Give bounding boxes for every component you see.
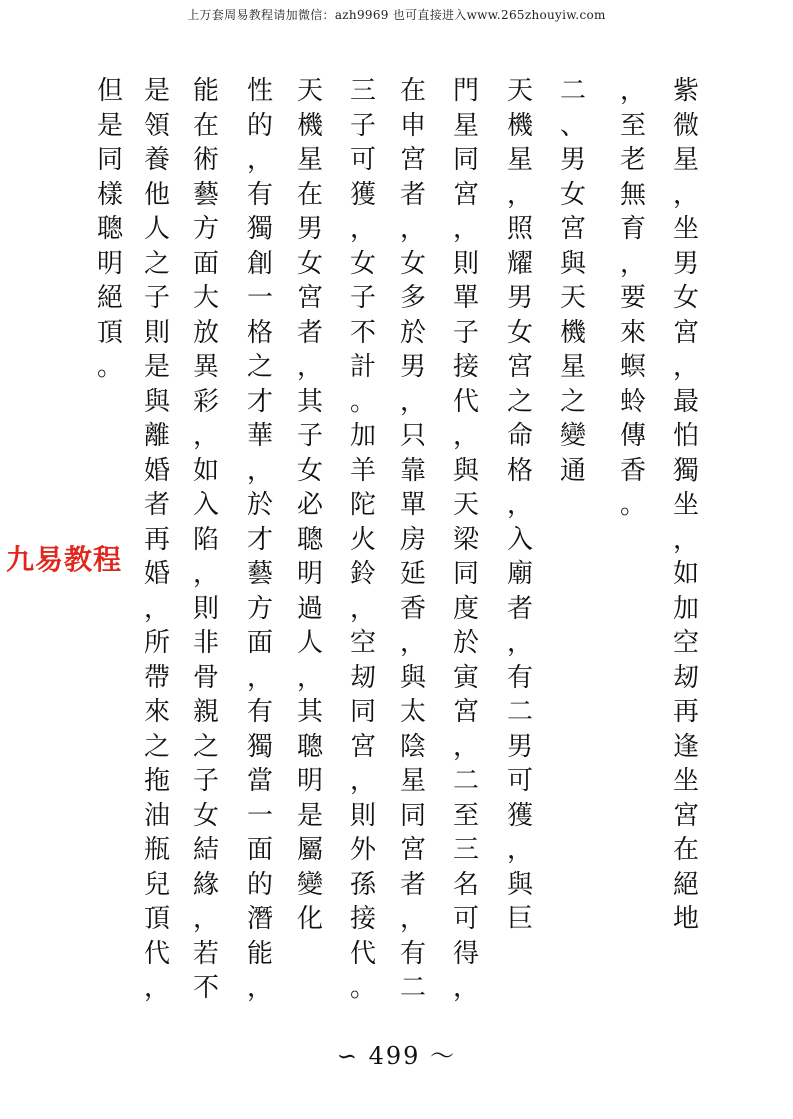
- text-char: 聰: [296, 524, 323, 555]
- text-char: 一: [246, 800, 273, 831]
- text-char: 巨: [506, 904, 533, 934]
- text-char: 過: [296, 593, 323, 624]
- text-char: ，: [399, 904, 426, 934]
- text-char: ，: [192, 904, 219, 934]
- text-char: 逢: [672, 731, 699, 762]
- text-char: 是: [296, 800, 323, 831]
- text-char: ，: [619, 248, 646, 279]
- text-char: 骨: [192, 662, 219, 693]
- text-char: ，: [452, 421, 479, 451]
- text-char: 不: [349, 317, 376, 348]
- text-char: 火: [349, 524, 376, 555]
- text-char: 面: [246, 835, 273, 865]
- text-char: 婚: [143, 455, 170, 486]
- text-char: 離: [143, 421, 170, 451]
- text-char: 絕: [96, 283, 123, 313]
- text-char: 之: [506, 386, 533, 417]
- text-char: 才: [246, 524, 273, 555]
- text-char: 來: [619, 317, 646, 348]
- text-char: 同: [349, 697, 376, 727]
- text-char: 方: [192, 214, 219, 244]
- text-char: 二: [399, 973, 426, 1003]
- text-char: 坐: [672, 490, 699, 520]
- text-char: 寅: [452, 662, 479, 693]
- text-char: 宮: [672, 800, 699, 831]
- text-char: 之: [143, 731, 170, 762]
- text-char: 女: [559, 179, 586, 210]
- text-char: 宮: [349, 731, 376, 762]
- text-char: 羊: [349, 455, 376, 486]
- text-char: 之: [192, 731, 219, 762]
- text-char: 女: [672, 283, 699, 313]
- text-char: 紫: [672, 76, 699, 106]
- text-char: 者: [399, 869, 426, 900]
- text-char: 則: [143, 317, 170, 348]
- text-char: 地: [672, 904, 699, 934]
- text-char: 廟: [506, 559, 533, 589]
- text-char: 男: [506, 731, 533, 762]
- text-char: ，: [452, 731, 479, 762]
- text-char: 再: [143, 524, 170, 555]
- brand-logo: 九易教程: [6, 543, 123, 576]
- text-char: 則: [452, 248, 479, 279]
- text-char: 刼: [349, 662, 376, 693]
- text-char: 怕: [672, 421, 699, 451]
- text-char: 人: [296, 628, 323, 658]
- text-char: 宮: [452, 179, 479, 210]
- text-char: 獲: [506, 800, 533, 831]
- text-char: 可: [506, 766, 533, 796]
- text-char: 與: [559, 248, 586, 279]
- text-char: 機: [296, 110, 323, 141]
- text-char: 同: [96, 145, 123, 175]
- text-char: 。: [349, 386, 376, 417]
- text-char: 頂: [143, 904, 170, 934]
- text-char: 在: [296, 179, 323, 210]
- text-char: 於: [246, 490, 273, 520]
- text-char: 陰: [399, 731, 426, 762]
- text-char: 的: [246, 110, 273, 141]
- text-char: 梁: [452, 524, 479, 555]
- text-char: 星: [452, 110, 479, 141]
- text-char: ，: [506, 179, 533, 210]
- text-char: 門: [452, 76, 479, 106]
- text-char: 非: [192, 628, 219, 658]
- text-char: ，: [349, 214, 376, 244]
- text-char: ，: [143, 593, 170, 624]
- text-char: 潛: [246, 904, 273, 934]
- text-char: 來: [143, 697, 170, 727]
- text-char: 女: [296, 248, 323, 279]
- text-char: 代: [143, 938, 170, 969]
- text-char: 機: [506, 110, 533, 141]
- text-char: 香: [399, 593, 426, 624]
- text-char: ，: [349, 593, 376, 624]
- text-char: 男: [506, 283, 533, 313]
- text-char: 明: [96, 248, 123, 279]
- text-char: 接: [452, 352, 479, 382]
- text-char: 化: [296, 904, 323, 934]
- text-char: 聰: [96, 214, 123, 244]
- text-char: 申: [399, 110, 426, 141]
- text-char: 屬: [296, 835, 323, 865]
- text-char: 宮: [506, 352, 533, 382]
- text-char: 彩: [192, 386, 219, 417]
- text-char: 要: [619, 283, 646, 313]
- text-char: 變: [296, 869, 323, 900]
- text-char: ，: [452, 214, 479, 244]
- text-char: 空: [349, 628, 376, 658]
- text-char: 加: [672, 593, 699, 624]
- text-char: 大: [192, 283, 219, 313]
- text-char: 頂: [96, 317, 123, 348]
- text-char: 異: [192, 352, 219, 382]
- text-char: 二: [452, 766, 479, 796]
- text-char: 命: [506, 421, 533, 451]
- text-char: 通: [559, 455, 586, 486]
- text-char: 男: [399, 352, 426, 382]
- text-char: ，: [506, 490, 533, 520]
- text-char: 者: [296, 317, 323, 348]
- text-char: 不: [192, 973, 219, 1003]
- text-char: 獨: [672, 455, 699, 486]
- text-char: ，: [192, 559, 219, 589]
- text-char: 二: [559, 76, 586, 106]
- text-char: 同: [452, 145, 479, 175]
- text-char: 與: [399, 662, 426, 693]
- text-char: ，: [452, 973, 479, 1003]
- text-char: 只: [399, 421, 426, 451]
- text-char: 房: [399, 524, 426, 555]
- text-column: [137, 74, 177, 1006]
- text-char: 當: [246, 766, 273, 796]
- text-char: 。: [619, 490, 646, 520]
- text-char: 是: [143, 76, 170, 106]
- text-char: 三: [349, 76, 376, 106]
- text-char: 格: [506, 455, 533, 486]
- text-char: 單: [399, 490, 426, 520]
- text-char: 一: [246, 283, 273, 313]
- text-column: [393, 74, 433, 1006]
- text-char: 外: [349, 835, 376, 865]
- text-char: 子: [452, 317, 479, 348]
- text-char: 在: [399, 76, 426, 106]
- text-char: ，: [296, 352, 323, 382]
- text-char: 與: [452, 455, 479, 486]
- text-char: ，: [672, 352, 699, 382]
- text-char: 緣: [192, 869, 219, 900]
- text-char: 有: [506, 662, 533, 693]
- text-char: 星: [296, 145, 323, 175]
- text-char: 再: [672, 697, 699, 727]
- text-char: 者: [506, 593, 533, 624]
- text-char: 於: [399, 317, 426, 348]
- text-column: [446, 74, 486, 1006]
- text-char: ，: [672, 179, 699, 210]
- text-char: ，: [619, 76, 646, 106]
- text-char: 坐: [672, 766, 699, 796]
- text-char: 面: [192, 248, 219, 279]
- text-char: ，: [506, 628, 533, 658]
- text-char: 機: [559, 317, 586, 348]
- text-char: 鈴: [349, 559, 376, 589]
- text-char: 子: [349, 283, 376, 313]
- text-char: 同: [399, 800, 426, 831]
- text-char: 有: [399, 938, 426, 969]
- text-char: 結: [192, 835, 219, 865]
- page-number: ∽ 499 ～: [336, 1042, 457, 1070]
- text-char: 者: [399, 179, 426, 210]
- text-char: 二: [506, 697, 533, 727]
- text-char: ，: [399, 628, 426, 658]
- text-char: 藝: [246, 559, 273, 589]
- text-char: 傳: [619, 421, 646, 451]
- text-char: ，: [296, 662, 323, 693]
- text-column: [240, 74, 280, 1006]
- text-char: ，: [506, 835, 533, 865]
- text-char: 天: [506, 76, 533, 106]
- text-char: 他: [143, 179, 170, 210]
- text-char: 樣: [96, 179, 123, 210]
- text-char: 油: [143, 800, 170, 831]
- text-char: 領: [143, 110, 170, 141]
- text-char: 蛉: [619, 386, 646, 417]
- text-char: 養: [143, 145, 170, 175]
- text-column: [553, 74, 593, 488]
- text-char: 坐: [672, 214, 699, 244]
- text-char: 華: [246, 421, 273, 451]
- text-char: 陷: [192, 524, 219, 555]
- text-char: 接: [349, 904, 376, 934]
- text-char: 創: [246, 248, 273, 279]
- text-char: 宮: [399, 835, 426, 865]
- text-char: 女: [296, 455, 323, 486]
- text-char: 所: [143, 628, 170, 658]
- text-char: 子: [143, 283, 170, 313]
- text-char: 聰: [296, 731, 323, 762]
- text-char: 必: [296, 490, 323, 520]
- text-char: 與: [143, 386, 170, 417]
- text-char: 星: [399, 766, 426, 796]
- text-char: 空: [672, 628, 699, 658]
- text-char: ，: [246, 662, 273, 693]
- text-char: 宮: [559, 214, 586, 244]
- text-char: 獨: [246, 731, 273, 762]
- text-char: 單: [452, 283, 479, 313]
- text-char: 能: [192, 76, 219, 106]
- text-char: 之: [143, 248, 170, 279]
- text-char: 其: [296, 386, 323, 417]
- text-char: 獨: [246, 214, 273, 244]
- text-char: 星: [506, 145, 533, 175]
- text-column: [613, 74, 653, 523]
- text-char: 能: [246, 938, 273, 969]
- text-char: 是: [143, 352, 170, 382]
- text-char: 宮: [672, 317, 699, 348]
- text-char: 親: [192, 697, 219, 727]
- text-char: 微: [672, 110, 699, 141]
- text-char: 宮: [399, 145, 426, 175]
- text-char: 若: [192, 938, 219, 969]
- text-char: 放: [192, 317, 219, 348]
- text-char: ，: [672, 524, 699, 555]
- text-char: 育: [619, 214, 646, 244]
- text-column: [290, 74, 330, 937]
- text-char: 之: [559, 386, 586, 417]
- text-char: ，: [246, 145, 273, 175]
- text-char: 在: [672, 835, 699, 865]
- text-char: 兒: [143, 869, 170, 900]
- text-char: 加: [349, 421, 376, 451]
- text-char: 同: [452, 559, 479, 589]
- text-char: 者: [143, 490, 170, 520]
- text-char: 螟: [619, 352, 646, 382]
- text-column: [666, 74, 706, 937]
- text-char: 天: [296, 76, 323, 106]
- text-char: 、: [559, 110, 586, 141]
- text-char: 星: [559, 352, 586, 382]
- text-char: 陀: [349, 490, 376, 520]
- text-char: 子: [192, 766, 219, 796]
- text-char: 計: [349, 352, 376, 382]
- text-char: 則: [349, 800, 376, 831]
- text-column: [186, 74, 226, 1006]
- text-char: 面: [246, 628, 273, 658]
- text-char: 。: [349, 973, 376, 1003]
- text-char: 如: [672, 559, 699, 589]
- text-char: ，: [349, 766, 376, 796]
- text-char: 與: [506, 869, 533, 900]
- text-char: 星: [672, 145, 699, 175]
- text-char: 其: [296, 697, 323, 727]
- text-char: 天: [452, 490, 479, 520]
- text-char: 入: [192, 490, 219, 520]
- text-char: 多: [399, 283, 426, 313]
- text-char: 至: [452, 800, 479, 831]
- text-char: 入: [506, 524, 533, 555]
- text-char: ，: [399, 386, 426, 417]
- text-char: 老: [619, 145, 646, 175]
- text-char: 刼: [672, 662, 699, 693]
- text-char: 有: [246, 697, 273, 727]
- text-char: 的: [246, 869, 273, 900]
- text-char: 則: [192, 593, 219, 624]
- text-char: 藝: [192, 179, 219, 210]
- text-char: 明: [296, 766, 323, 796]
- text-char: 子: [349, 110, 376, 141]
- text-char: 獲: [349, 179, 376, 210]
- text-char: 女: [192, 800, 219, 831]
- watermark-header: 上万套周易教程请加微信：azh9969 也可直接进入www.265zhouyiw.com: [187, 8, 606, 22]
- text-char: 是: [96, 110, 123, 141]
- text-char: 女: [349, 248, 376, 279]
- text-column: [343, 74, 383, 1006]
- text-char: 術: [192, 145, 219, 175]
- text-char: ，: [246, 973, 273, 1003]
- text-char: 延: [399, 559, 426, 589]
- text-char: 香: [619, 455, 646, 486]
- text-char: 變: [559, 421, 586, 451]
- text-char: 可: [452, 904, 479, 934]
- text-char: 但: [96, 76, 123, 106]
- text-char: 女: [399, 248, 426, 279]
- text-char: 瓶: [143, 835, 170, 865]
- text-char: ，: [399, 214, 426, 244]
- text-char: 。: [96, 352, 123, 382]
- text-char: 無: [619, 179, 646, 210]
- text-char: 有: [246, 179, 273, 210]
- text-char: 絕: [672, 869, 699, 900]
- text-char: 最: [672, 386, 699, 417]
- text-char: 如: [192, 455, 219, 486]
- text-char: 至: [619, 110, 646, 141]
- text-char: 宮: [296, 283, 323, 313]
- text-char: 孫: [349, 869, 376, 900]
- text-char: ，: [143, 973, 170, 1003]
- text-char: 靠: [399, 455, 426, 486]
- text-char: 方: [246, 593, 273, 624]
- text-char: 照: [506, 214, 533, 244]
- text-char: 帶: [143, 662, 170, 693]
- text-char: 之: [246, 352, 273, 382]
- text-char: 代: [452, 386, 479, 417]
- text-char: 耀: [506, 248, 533, 279]
- text-char: 男: [672, 248, 699, 279]
- text-char: 格: [246, 317, 273, 348]
- text-char: 宮: [452, 697, 479, 727]
- text-char: 於: [452, 628, 479, 658]
- text-char: 名: [452, 869, 479, 900]
- text-char: 男: [296, 214, 323, 244]
- text-char: 女: [506, 317, 533, 348]
- text-char: 性: [246, 76, 273, 106]
- text-column: [90, 74, 130, 385]
- text-char: 婚: [143, 559, 170, 589]
- text-char: 男: [559, 145, 586, 175]
- text-char: ，: [192, 421, 219, 451]
- text-char: 人: [143, 214, 170, 244]
- text-char: 度: [452, 593, 479, 624]
- text-char: 太: [399, 697, 426, 727]
- text-char: 明: [296, 559, 323, 589]
- text-column: [500, 74, 540, 937]
- text-char: 子: [296, 421, 323, 451]
- text-char: 得: [452, 938, 479, 969]
- text-char: 代: [349, 938, 376, 969]
- text-char: 三: [452, 835, 479, 865]
- text-char: 拖: [143, 766, 170, 796]
- text-char: ，: [246, 455, 273, 486]
- text-char: 可: [349, 145, 376, 175]
- text-char: 天: [559, 283, 586, 313]
- text-char: 才: [246, 386, 273, 417]
- text-char: 在: [192, 110, 219, 141]
